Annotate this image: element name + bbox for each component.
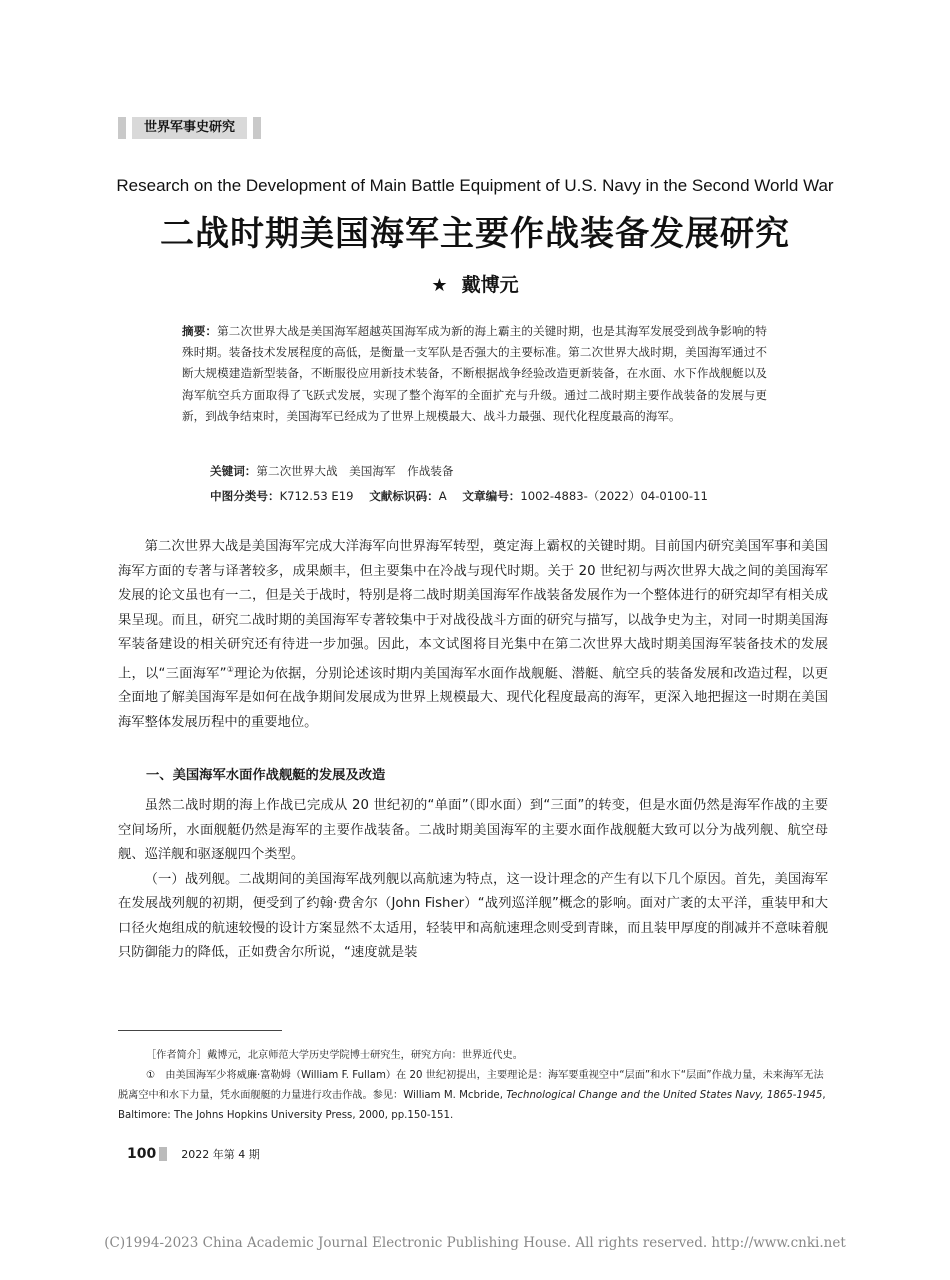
keywords-line bbox=[210, 463, 454, 479]
tag-bar-right bbox=[253, 117, 261, 139]
tag-bar-left bbox=[118, 117, 126, 139]
section-tag-label: 世界军事史研究 bbox=[132, 117, 247, 139]
footnote-1-text-a: 由美国海军少将威廉·富勒姆（William F. Fullam）在 20 世纪初提出，主要理论是：海军要重视空中“层面”和水下“层面”作战力量，未来海军无法脱离空中和水下力量，凭水面舰艇的力量进行攻击作战。参见：William M. Mcbride, bbox=[118, 1070, 824, 1101]
page-number-bar bbox=[159, 1147, 167, 1161]
page-number: 100 bbox=[127, 1146, 157, 1162]
keywords-text: 第二次世界大战 美国海军 作战装备 bbox=[256, 464, 454, 478]
section-tag bbox=[118, 117, 261, 139]
footnote-1-text-b: , Baltimore: The Johns Hopkins University Press, 2000, pp.150-151. bbox=[118, 1090, 826, 1121]
author-bio bbox=[118, 1046, 828, 1066]
article-number-label: 文章编号： bbox=[462, 489, 521, 503]
article-number-value: 1002-4883-（2022）04-0100-11 bbox=[520, 489, 708, 503]
footnote-ref-1[interactable]: ① bbox=[226, 664, 235, 674]
footnote-1-mark: ① bbox=[146, 1070, 156, 1081]
doc-code-label: 文献标识码： bbox=[369, 489, 439, 503]
intro-text-b: 理论为依据，分别论述该时期内美国海军水面作战舰艇、潜艇、航空兵的装备发展和改造过程，以更全面地了解美国海军是如何在战争期间发展成为世界上规模最大、现代化程度最高的海军，更深入地把握这一时期在美国海军整体发展历程中的重要地位。 bbox=[118, 665, 829, 730]
classification-line bbox=[210, 488, 708, 504]
section1-body bbox=[118, 794, 828, 966]
abstract bbox=[182, 321, 767, 427]
journal-issue: 2022 年第 4 期 bbox=[181, 1148, 260, 1161]
paragraph-battleships: （一）战列舰。二战期间的美国海军战列舰以高航速为特点，这一设计理念的产生有以下几个原因。首先，美国海军在发展战列舰的初期，便受到了约翰·费舍尔（John Fisher）“战列巡洋舰”概念的影响。面对广袤的太平洋，重装甲和大口径火炮组成的航速较慢的设计方案显然不太适用，轻装甲和高航速理念则受到青睐，而且装甲厚度的削减并不意味着舰只防御能力的降低，正如费舍尔所说，“速度就是装 bbox=[118, 871, 828, 960]
author-name: 戴博元 bbox=[461, 274, 519, 296]
english-title: Research on the Development of Main Battle Equipment of U.S. Navy in the Second World War bbox=[116, 176, 834, 195]
author-bio-label: ［作者简介］ bbox=[146, 1050, 208, 1061]
copyright-notice: (C)1994-2023 China Academic Journal Electronic Publishing House. All rights reserved. http://www.cnki.net bbox=[104, 1235, 846, 1251]
keywords-label: 关键词： bbox=[210, 464, 257, 478]
footnote-1-book-title: Technological Change and the United States Navy, 1865-1945 bbox=[506, 1090, 823, 1101]
page-footer bbox=[127, 1146, 260, 1162]
footnote-divider bbox=[118, 1030, 282, 1031]
author-line bbox=[0, 270, 950, 297]
author-bio-text: 戴博元，北京师范大学历史学院博士研究生，研究方向：世界近代史。 bbox=[207, 1050, 523, 1061]
abstract-text: 第二次世界大战是美国海军超越英国海军成为新的海上霸主的关键时期，也是其海军发展受到战争影响的特殊时期。装备技术发展程度的高低，是衡量一支军队是否强大的主要标准。第二次世界大战时期，美国海军通过不断大规模建造新型装备，不断服役应用新技术装备，不断根据战争经验改造更新装备，在水面、水下作战舰艇以及海军航空兵方面取得了飞跃式发展，实现了整个海军的全面扩充与升级。通过二战时期主要作战装备的发展与更新，到战争结束时，美国海军已经成为了世界上规模最大、战斗力最强、现代化程度最高的海军。 bbox=[182, 324, 767, 423]
intro-text-a: 第二次世界大战是美国海军完成大洋海军向世界海军转型，奠定海上霸权的关键时期。目前国内研究美国军事和美国海军方面的专著与译著较多，成果颇丰，但主要集中在冷战与现代时期。关于 20 世纪初与两次世界大战之间的美国海军发展的论文虽也有一二，但是关于战时，特别是将二战时期美国海军作战装备发展作为一个整体进行的研究却罕有相关成果呈现。而且，研究二战时期的美国海军专著较集中于对战役战斗方面的研究与描写，以战争史为主，对同一时期美国海军装备建设的相关研究还有待进一步加强。因此，本文试图将目光集中在第二次世界大战时期美国海军装备技术的发展上，以“三面海军” bbox=[118, 539, 828, 681]
footnote-1 bbox=[118, 1066, 828, 1126]
intro-paragraph bbox=[118, 535, 828, 735]
doc-code-value: A bbox=[438, 489, 447, 503]
clc-label: 中图分类号： bbox=[210, 489, 280, 503]
footnotes bbox=[118, 1046, 828, 1126]
chinese-title: 二战时期美国海军主要作战装备发展研究 bbox=[160, 214, 790, 254]
clc-value: K712.53 E19 bbox=[279, 489, 354, 503]
section-heading-1: 一、美国海军水面作战舰艇的发展及改造 bbox=[146, 768, 386, 783]
paragraph-surface-overview: 虽然二战时期的海上作战已完成从 20 世纪初的“单面”（即水面）到“三面”的转变，但是水面仍然是海军作战的主要空间场所，水面舰艇仍然是海军的主要作战装备。二战时期美国海军的主要水面作战舰艇大致可以分为战列舰、航空母舰、巡洋舰和驱逐舰四个类型。 bbox=[118, 798, 828, 862]
abstract-label: 摘要： bbox=[182, 324, 218, 338]
star-icon: ★ bbox=[431, 275, 448, 296]
